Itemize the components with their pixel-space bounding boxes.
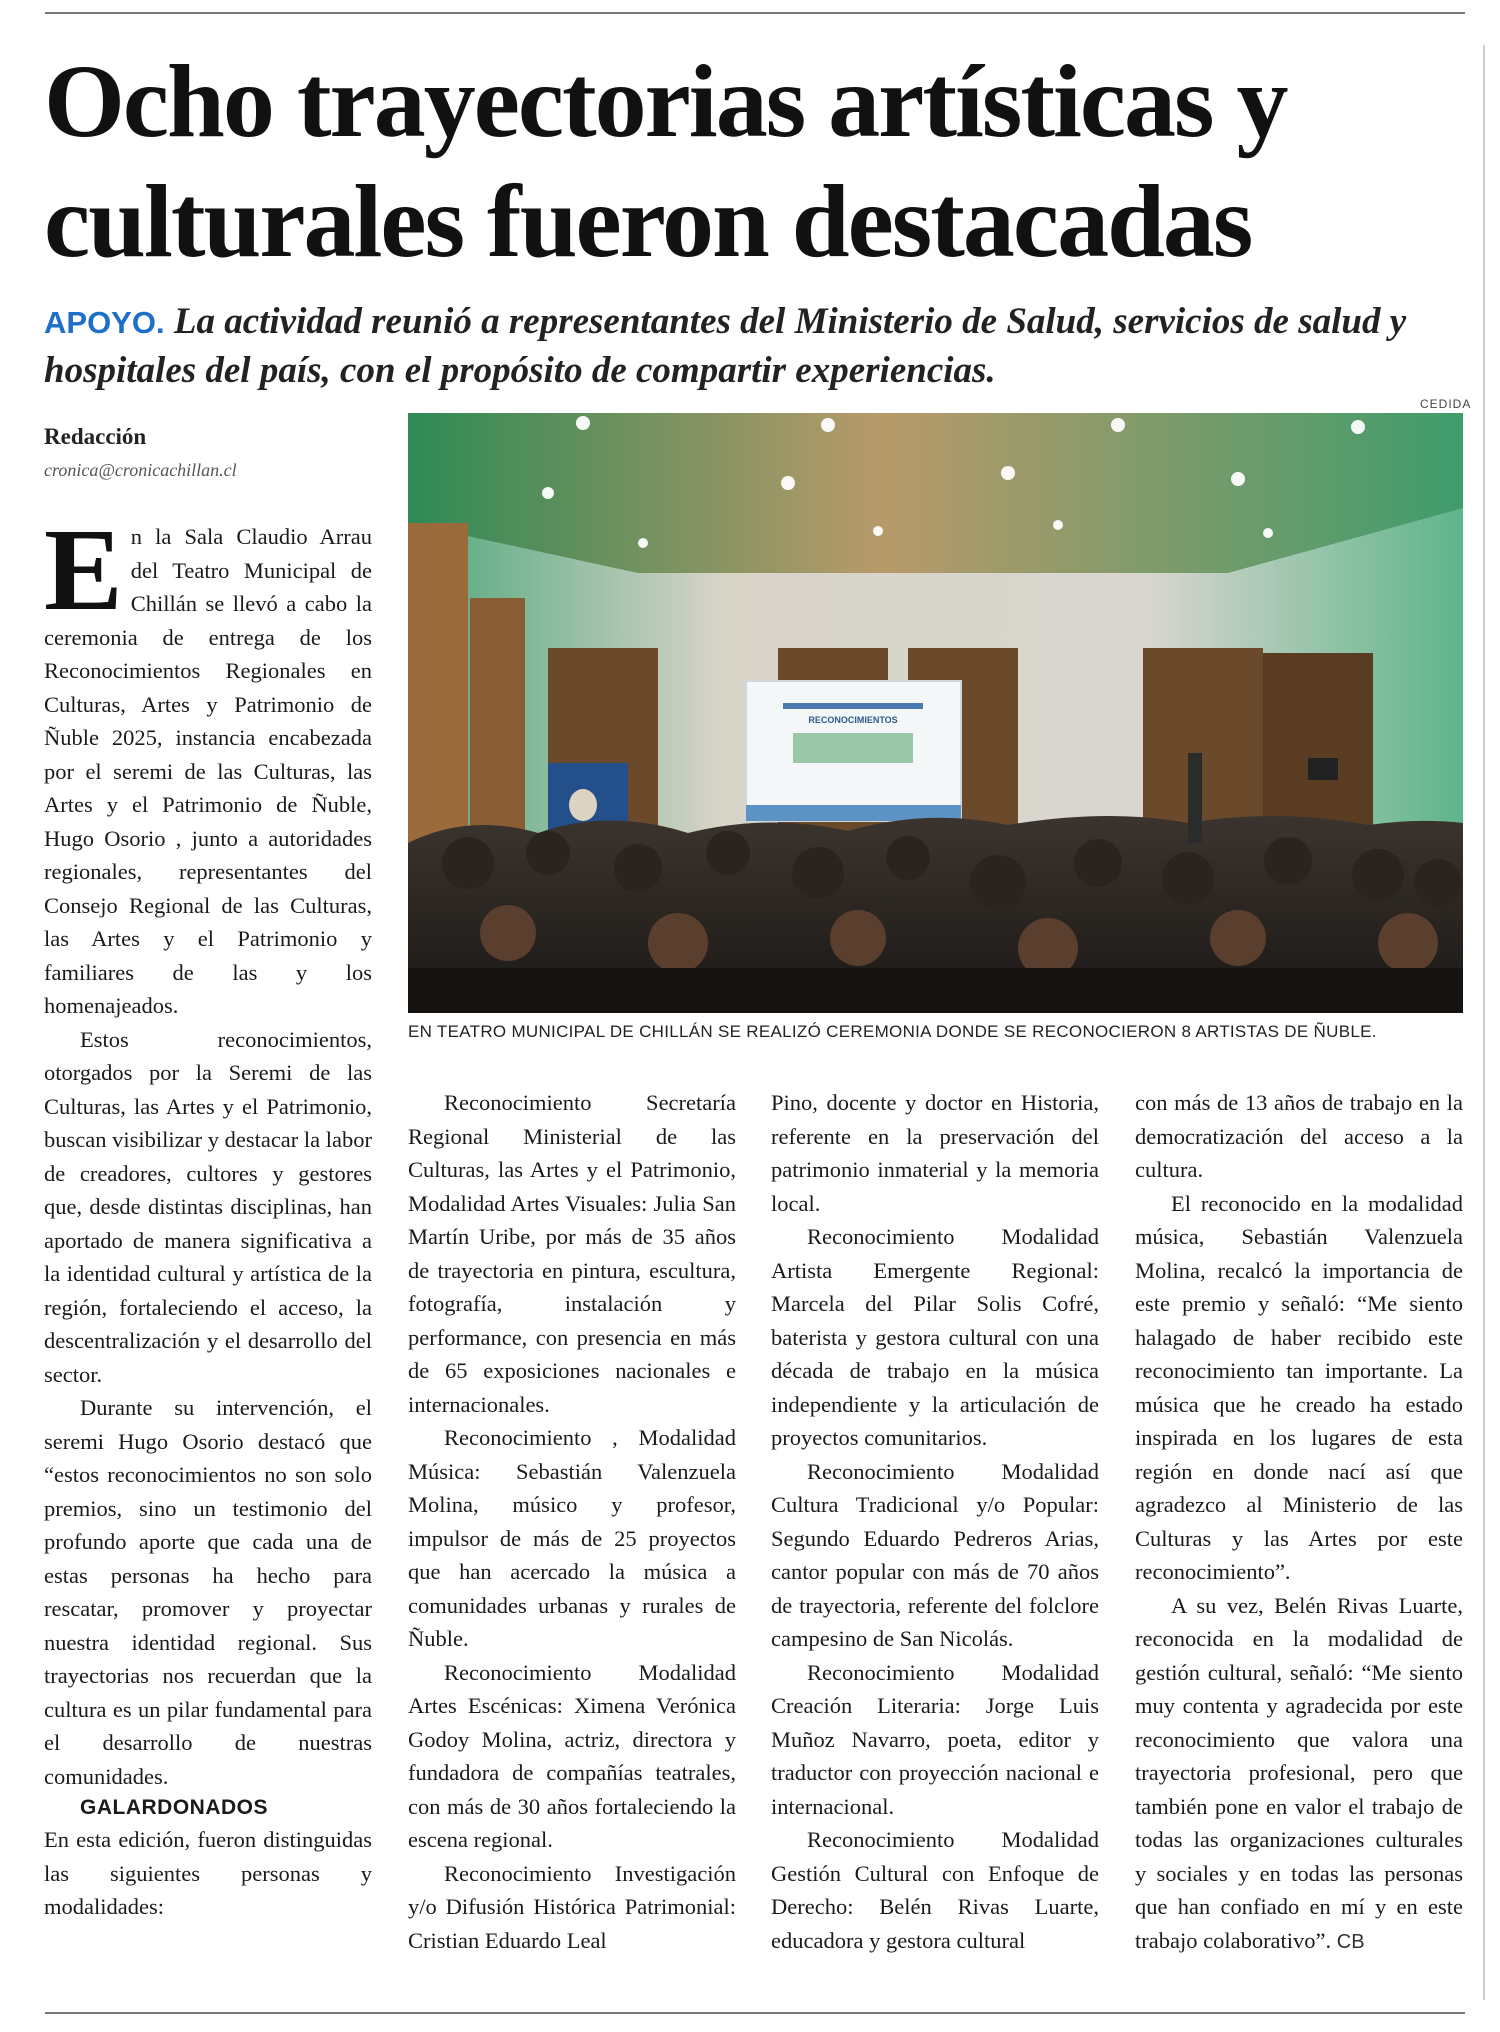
paragraph: Reconocimiento Investigación y/o Difusión Histórica Patrimonial: Cristian Eduardo Leal [408,1860,736,1953]
paragraph: Reconocimiento , Modalidad Música: Sebastián Valenzuela Molina, músico y profesor, impulsor de más de 25 proyectos que han acercado la música a comunidades urbanas y rurales de Ñuble. [408,1425,736,1651]
paragraph [44,504,372,1023]
screen-text: RECONOCIMIENTOS [808,715,898,725]
section-subhead: GALARDONADOS [80,1796,268,1819]
paragraph-text: A su vez, Belén Rivas Luarte, reconocida en la modalidad de gestión cultural, señaló: “Me siento muy contenta y agradecida por este reconocimiento que valora una trayectoria profesional, pero que también pone en valor el trabajo de todas las organizaciones culturales y sociales y en todas las personas que han confiado en mí y en este trabajo colaborativo”. [1135,1592,1463,1953]
paragraph-text: n la Sala Claudio Arrau del Teatro Municipal de Chillán se llevó a cabo la ceremonia de entrega de los Reconocimientos Regionales en Culturas, Artes y Patrimonio de Ñuble 2025, instancia encabezada por el seremi de las Culturas, las Artes y el Patrimonio de Ñuble, Hugo Osorio , junto a autoridades regionales, representantes del Consejo Regional de las Culturas, las Artes y el Patrimonio y familiares de las y los homenajeados. [44,524,372,1018]
bottom-rule [45,2012,1465,2014]
photo-caption: EN TEATRO MUNICIPAL DE CHILLÁN SE REALIZÓ CEREMONIA DONDE SE RECONOCIERON 8 ARTISTAS DE ÑUBLE. [408,1022,1377,1041]
paragraph: El reconocido en la modalidad música, Sebastián Valenzuela Molina, recalcó la importancia de este premio y señaló: “Me siento halagado de haber recibido este reconocimiento tan importante. La música que he creado ha estado inspirada en los lugares de esta región en donde nací así que agradezco al Ministerio de las Culturas y las Artes por este reconocimiento”. [1135,1190,1463,1584]
page-edge-rule [1483,45,1485,2000]
column-1 [44,504,372,1924]
kicker: APOYO. [44,305,165,340]
paragraph: Pino, docente y doctor en Historia, referente en la preservación del patrimonio inmaterial y la memoria local. [771,1090,1099,1216]
paragraph: Reconocimiento Secretaría Regional Ministerial de las Culturas, las Artes y el Patrimonio, Modalidad Artes Visuales: Julia San Martín Uribe, por más de 35 años de trayectoria en pintura, escultura, fotografía, instalación y performance, con presencia en más de 65 exposiciones nacionales e internacionales. [408,1090,736,1417]
photo-credit: CEDIDA [1420,397,1472,411]
paragraph: Estos reconocimientos, otorgados por la Seremi de las Culturas, las Artes y el Patrimonio, buscan visibilizar y destacar la labor de creadores, cultores y gestores que, desde distintas disciplinas, han aportado de manera significativa a la identidad cultural y artística de la región, fortaleciendo el acceso, la descentralización y el desarrollo del sector. [44,1026,372,1387]
paragraph: Durante su intervención, el seremi Hugo Osorio destacó que “estos reconocimientos no son solo premios, sino un testimonio del profundo aporte que cada una de estas personas ha hecho para rescatar, promover y proyectar nuestra identidad regional. Sus trayectorias nos recuerdan que la cultura es un pilar fundamental para el desarrollo de nuestras comunidades. [44,1395,372,1789]
deck-text: La actividad reunió a representantes del Ministerio de Salud, servicios de salud y hospitales del país, con el propósito de compartir experiencias. [44,301,1407,391]
event-photo [408,413,1463,1013]
paragraph [1135,1589,1463,1960]
paragraph: con más de 13 años de trabajo en la democratización del acceso a la cultura. [1135,1090,1463,1182]
column-3 [771,1086,1099,1957]
drop-cap: E [44,504,123,635]
column-4 [1135,1086,1463,1959]
end-mark: CB [1336,1930,1365,1953]
column-2 [408,1086,736,1957]
paragraph: Reconocimiento Modalidad Creación Literaria: Jorge Luis Muñoz Navarro, poeta, editor y traductor con proyección nacional e internacional. [771,1659,1099,1819]
headline: Ocho trayectorias artísticas y culturales fueron destacadas [44,44,1287,279]
deck [44,298,1464,395]
paragraph: Reconocimiento Modalidad Gestión Cultural con Enfoque de Derecho: Belén Rivas Luarte, educadora y gestora cultural [771,1827,1099,1953]
paragraph: En esta edición, fueron distinguidas las siguientes personas y modalidades: [44,1827,372,1919]
byline: Redacción [44,424,147,449]
paragraph: Reconocimiento Modalidad Artes Escénicas: Ximena Verónica Godoy Molina, actriz, directora y fundadora de compañías teatrales, con más de 30 años fortaleciendo la escena regional. [408,1659,736,1852]
paragraph: Reconocimiento Modalidad Cultura Tradicional y/o Popular: Segundo Eduardo Pedreros Arias, cantor popular con más de 70 años de trayectoria, referente del folclore campesino de San Nicolás. [771,1458,1099,1651]
paragraph: Reconocimiento Modalidad Artista Emergente Regional: Marcela del Pilar Solis Cofré, baterista y gestora cultural con una década de trabajo en la música independiente y la articulación de proyectos comunitarios. [771,1224,1099,1450]
top-rule [45,12,1465,14]
author-email: cronica@cronicachillan.cl [44,460,237,480]
